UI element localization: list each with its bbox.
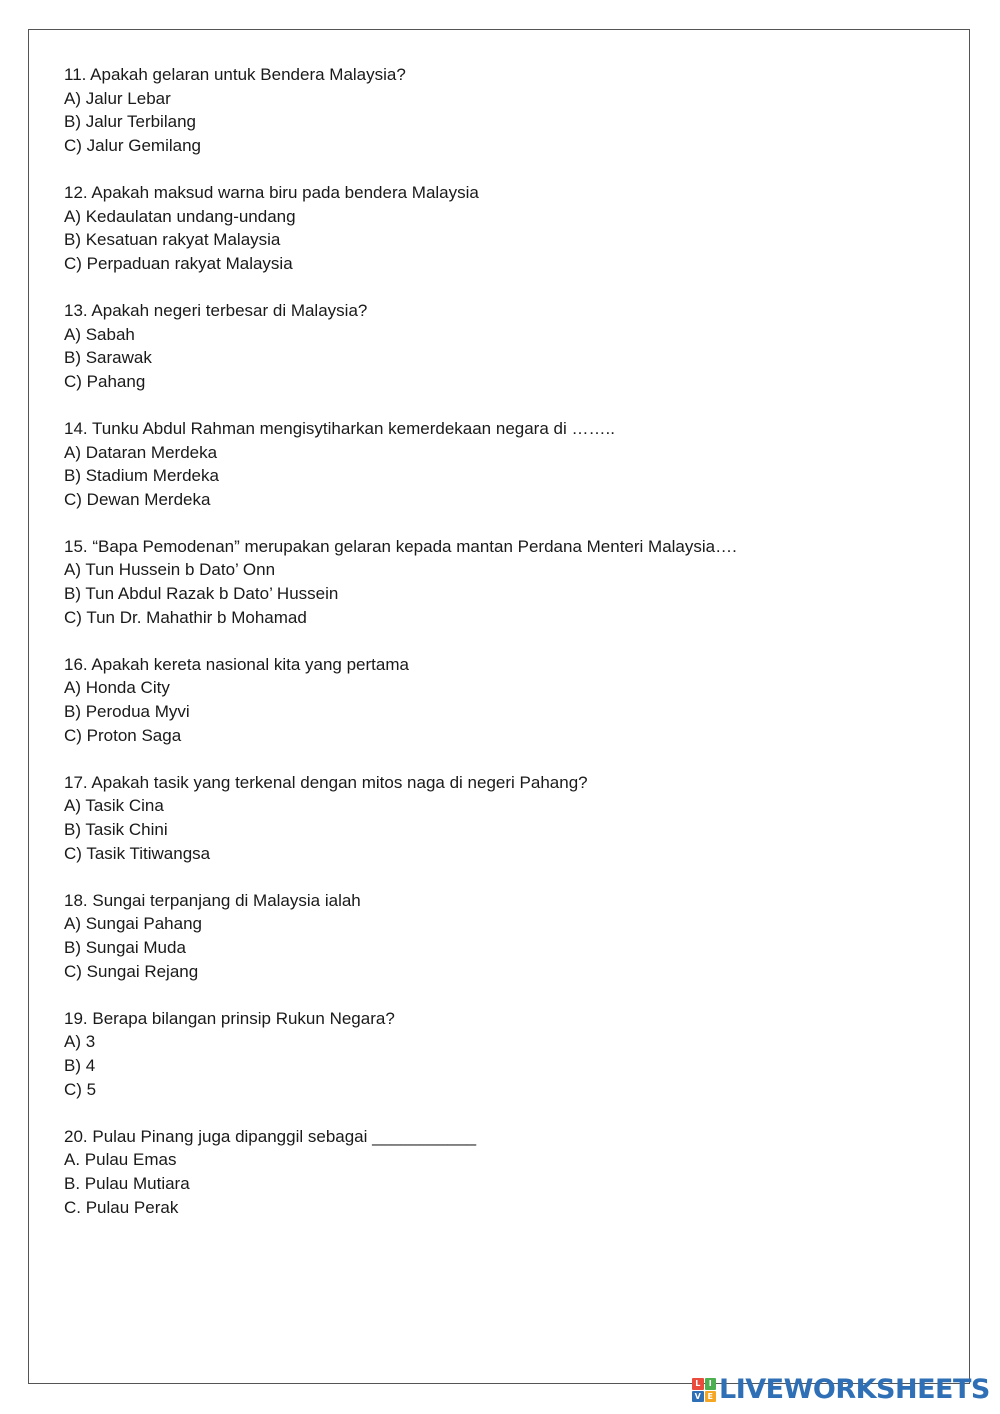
option-b: B) Perodua Myvi xyxy=(64,702,190,722)
logo-mark-icon xyxy=(692,1378,716,1402)
option-a: A) Honda City xyxy=(64,678,170,698)
option-a: A) Sungai Pahang xyxy=(64,914,202,934)
option-c: C) Jalur Gemilang xyxy=(64,135,201,155)
question-prompt: 20. Pulau Pinang juga dipanggil sebagai ___________ xyxy=(64,1126,477,1146)
option-a: A. Pulau Emas xyxy=(64,1150,177,1170)
option-b: B) Sungai Muda xyxy=(64,937,186,957)
question-prompt: 16. Apakah kereta nasional kita yang pertama xyxy=(64,654,409,674)
option-b: B) Kesatuan rakyat Malaysia xyxy=(64,230,281,250)
option-b: B) Tun Abdul Razak b Dato’ Hussein xyxy=(64,584,339,604)
liveworksheets-logo xyxy=(692,1376,990,1404)
question-12 xyxy=(64,181,944,275)
question-list xyxy=(64,63,944,1243)
option-c: C) Sungai Rejang xyxy=(64,961,199,981)
option-c: C) Pahang xyxy=(64,371,146,391)
logo-mark-cell: V xyxy=(692,1391,704,1403)
logo-mark-cell: L xyxy=(692,1378,704,1390)
option-c: C) Tun Dr. Mahathir b Mohamad xyxy=(64,607,307,627)
option-b: B) Stadium Merdeka xyxy=(64,466,219,486)
question-prompt: 19. Berapa bilangan prinsip Rukun Negara? xyxy=(64,1008,395,1028)
option-b: B) Jalur Terbilang xyxy=(64,112,196,132)
question-17 xyxy=(64,771,944,865)
option-a: A) Kedaulatan undang-undang xyxy=(64,206,296,226)
option-a: A) Tasik Cina xyxy=(64,796,164,816)
question-19 xyxy=(64,1007,944,1101)
logo-mark-cell: I xyxy=(705,1378,717,1390)
option-c: C) 5 xyxy=(64,1079,97,1099)
question-13 xyxy=(64,299,944,393)
question-prompt: 18. Sungai terpanjang di Malaysia ialah xyxy=(64,890,361,910)
question-prompt: 11. Apakah gelaran untuk Bendera Malaysia? xyxy=(64,65,406,84)
option-b: B) 4 xyxy=(64,1055,96,1075)
question-20 xyxy=(64,1125,944,1219)
option-a: A) Tun Hussein b Dato’ Onn xyxy=(64,560,276,580)
logo-mark-cell: E xyxy=(705,1391,717,1403)
question-11 xyxy=(64,63,944,157)
option-c: C) Perpaduan rakyat Malaysia xyxy=(64,253,293,273)
option-c: C) Dewan Merdeka xyxy=(64,489,211,509)
logo-text: LIVEWORKSHEETS xyxy=(719,1374,990,1405)
question-prompt: 15. “Bapa Pemodenan” merupakan gelaran kepada mantan Perdana Menteri Malaysia…. xyxy=(64,536,737,556)
option-a: A) Jalur Lebar xyxy=(64,88,171,108)
question-prompt: 13. Apakah negeri terbesar di Malaysia? xyxy=(64,300,368,320)
option-c: C) Proton Saga xyxy=(64,725,182,745)
option-c: C. Pulau Perak xyxy=(64,1197,179,1217)
question-14 xyxy=(64,417,944,511)
question-18 xyxy=(64,889,944,983)
question-prompt: 12. Apakah maksud warna biru pada bendera Malaysia xyxy=(64,182,479,202)
option-b: B) Sarawak xyxy=(64,348,152,368)
option-b: B. Pulau Mutiara xyxy=(64,1173,190,1193)
option-c: C) Tasik Titiwangsa xyxy=(64,843,211,863)
question-prompt: 14. Tunku Abdul Rahman mengisytiharkan kemerdekaan negara di …….. xyxy=(64,418,615,438)
question-15 xyxy=(64,535,944,629)
option-b: B) Tasik Chini xyxy=(64,820,168,839)
option-a: A) Sabah xyxy=(64,324,135,344)
question-16 xyxy=(64,653,944,747)
question-prompt: 17. Apakah tasik yang terkenal dengan mitos naga di negeri Pahang? xyxy=(64,772,588,792)
option-a: A) Dataran Merdeka xyxy=(64,442,218,462)
option-a: A) 3 xyxy=(64,1032,96,1052)
